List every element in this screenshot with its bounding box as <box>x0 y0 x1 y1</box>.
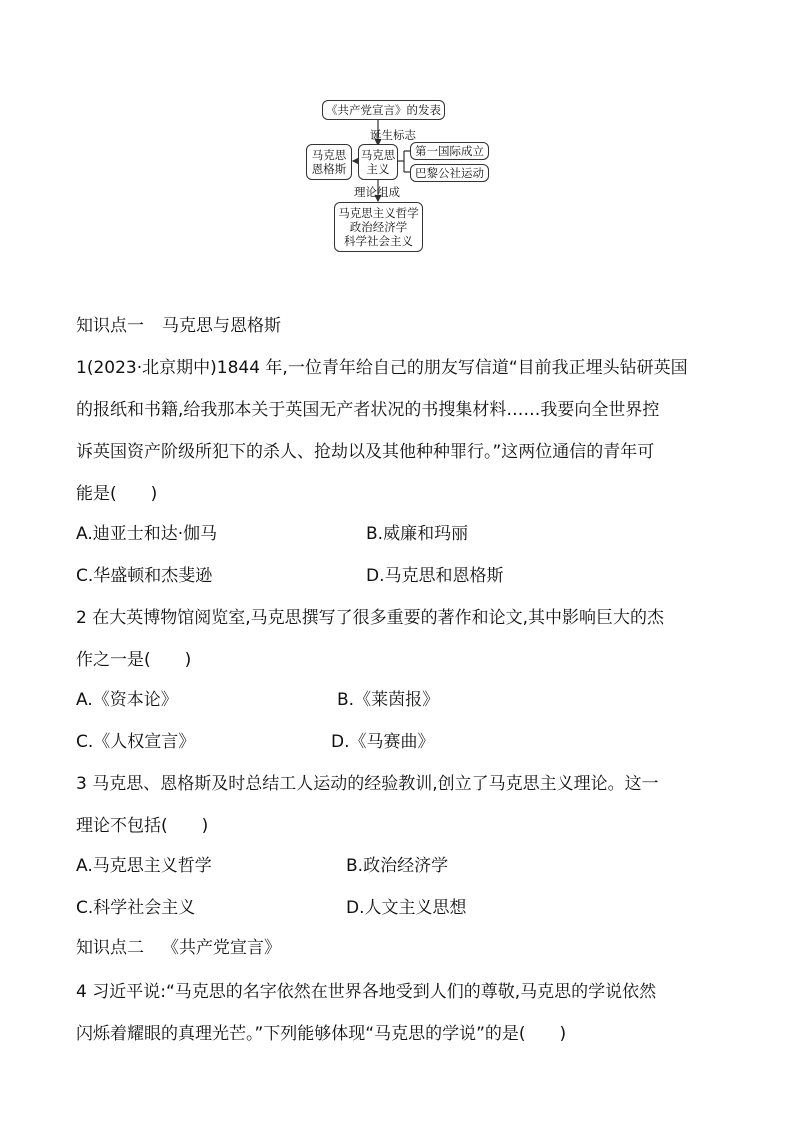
section-label: 知识点一 <box>76 316 144 336</box>
section-label: 知识点二 <box>76 938 144 958</box>
section-heading-1 <box>76 316 726 336</box>
connector-center-to-right <box>398 151 410 172</box>
question-3-option-b: B.政治经济学 <box>346 856 449 876</box>
question-2-option-c: C.《人权宣言》 <box>76 732 196 752</box>
question-4-line: 4 习近平说:“马克思的名字依然在世界各地受到人们的尊敬,马克思的学说依然 <box>76 982 657 1002</box>
section-heading-2 <box>76 938 726 958</box>
birth-label: 诞生标志 <box>370 128 416 142</box>
section-title: 马克思与恩格斯 <box>162 316 281 336</box>
question-2-option-b: B.《莱茵报》 <box>337 690 440 710</box>
marx-engels-box: 马克思 恩格斯 <box>306 144 352 180</box>
marxism-box: 马克思 主义 <box>358 144 398 180</box>
question-3-option-d: D.人文主义思想 <box>346 898 467 918</box>
question-3-line: 3 马克思、恩格斯及时总结工人运动的经验教训,创立了马克思主义理论。这一 <box>76 774 659 794</box>
question-4-line: 闪烁着耀眼的真理光芒。”下列能够体现“马克思的学说”的是( ) <box>76 1024 567 1044</box>
question-1-line: 的报纸和书籍,给我那本关于英国无产者状况的书搜集材料……我要向全世界控 <box>76 400 660 420</box>
question-1-line: 能是( ) <box>76 484 158 504</box>
first-international-box: 第一国际成立 <box>410 142 489 160</box>
theory-components-box: 马克思主义哲学 政治经济学 科学社会主义 <box>334 202 423 252</box>
question-3-option-a: A.马克思主义哲学 <box>76 856 212 876</box>
question-2-line: 2 在大英博物馆阅览室,马克思撰写了很多重要的著作和论文,其中影响巨大的杰 <box>76 608 665 628</box>
concept-diagram <box>0 0 794 270</box>
question-1-line: 诉英国资产阶级所犯下的杀人、抢劫以及其他种种罪行。”这两位通信的青年可 <box>76 442 655 462</box>
question-3-line: 理论不包括( ) <box>76 816 209 836</box>
section-title: 《共产党宣言》 <box>162 938 281 958</box>
question-2-line: 作之一是( ) <box>76 650 192 670</box>
question-1-option-a: A.迪亚士和达·伽马 <box>76 524 218 544</box>
theory-label: 理论组成 <box>354 185 400 199</box>
question-1-option-c: C.华盛顿和杰斐逊 <box>76 566 213 586</box>
question-2-option-d: D.《马赛曲》 <box>331 732 435 752</box>
question-1-option-b: B.威廉和玛丽 <box>366 524 469 544</box>
question-1-option-d: D.马克思和恩格斯 <box>366 566 504 586</box>
manifesto-box: 《共产党宣言》的发表 <box>322 100 445 120</box>
question-2-option-a: A.《资本论》 <box>76 690 178 710</box>
question-1-line: 1(2023·北京期中)1844 年,一位青年给自己的朋友写信道“目前我正埋头钻研英国 <box>76 358 688 378</box>
question-3-option-c: C.科学社会主义 <box>76 898 196 918</box>
paris-commune-box: 巴黎公社运动 <box>410 164 489 182</box>
